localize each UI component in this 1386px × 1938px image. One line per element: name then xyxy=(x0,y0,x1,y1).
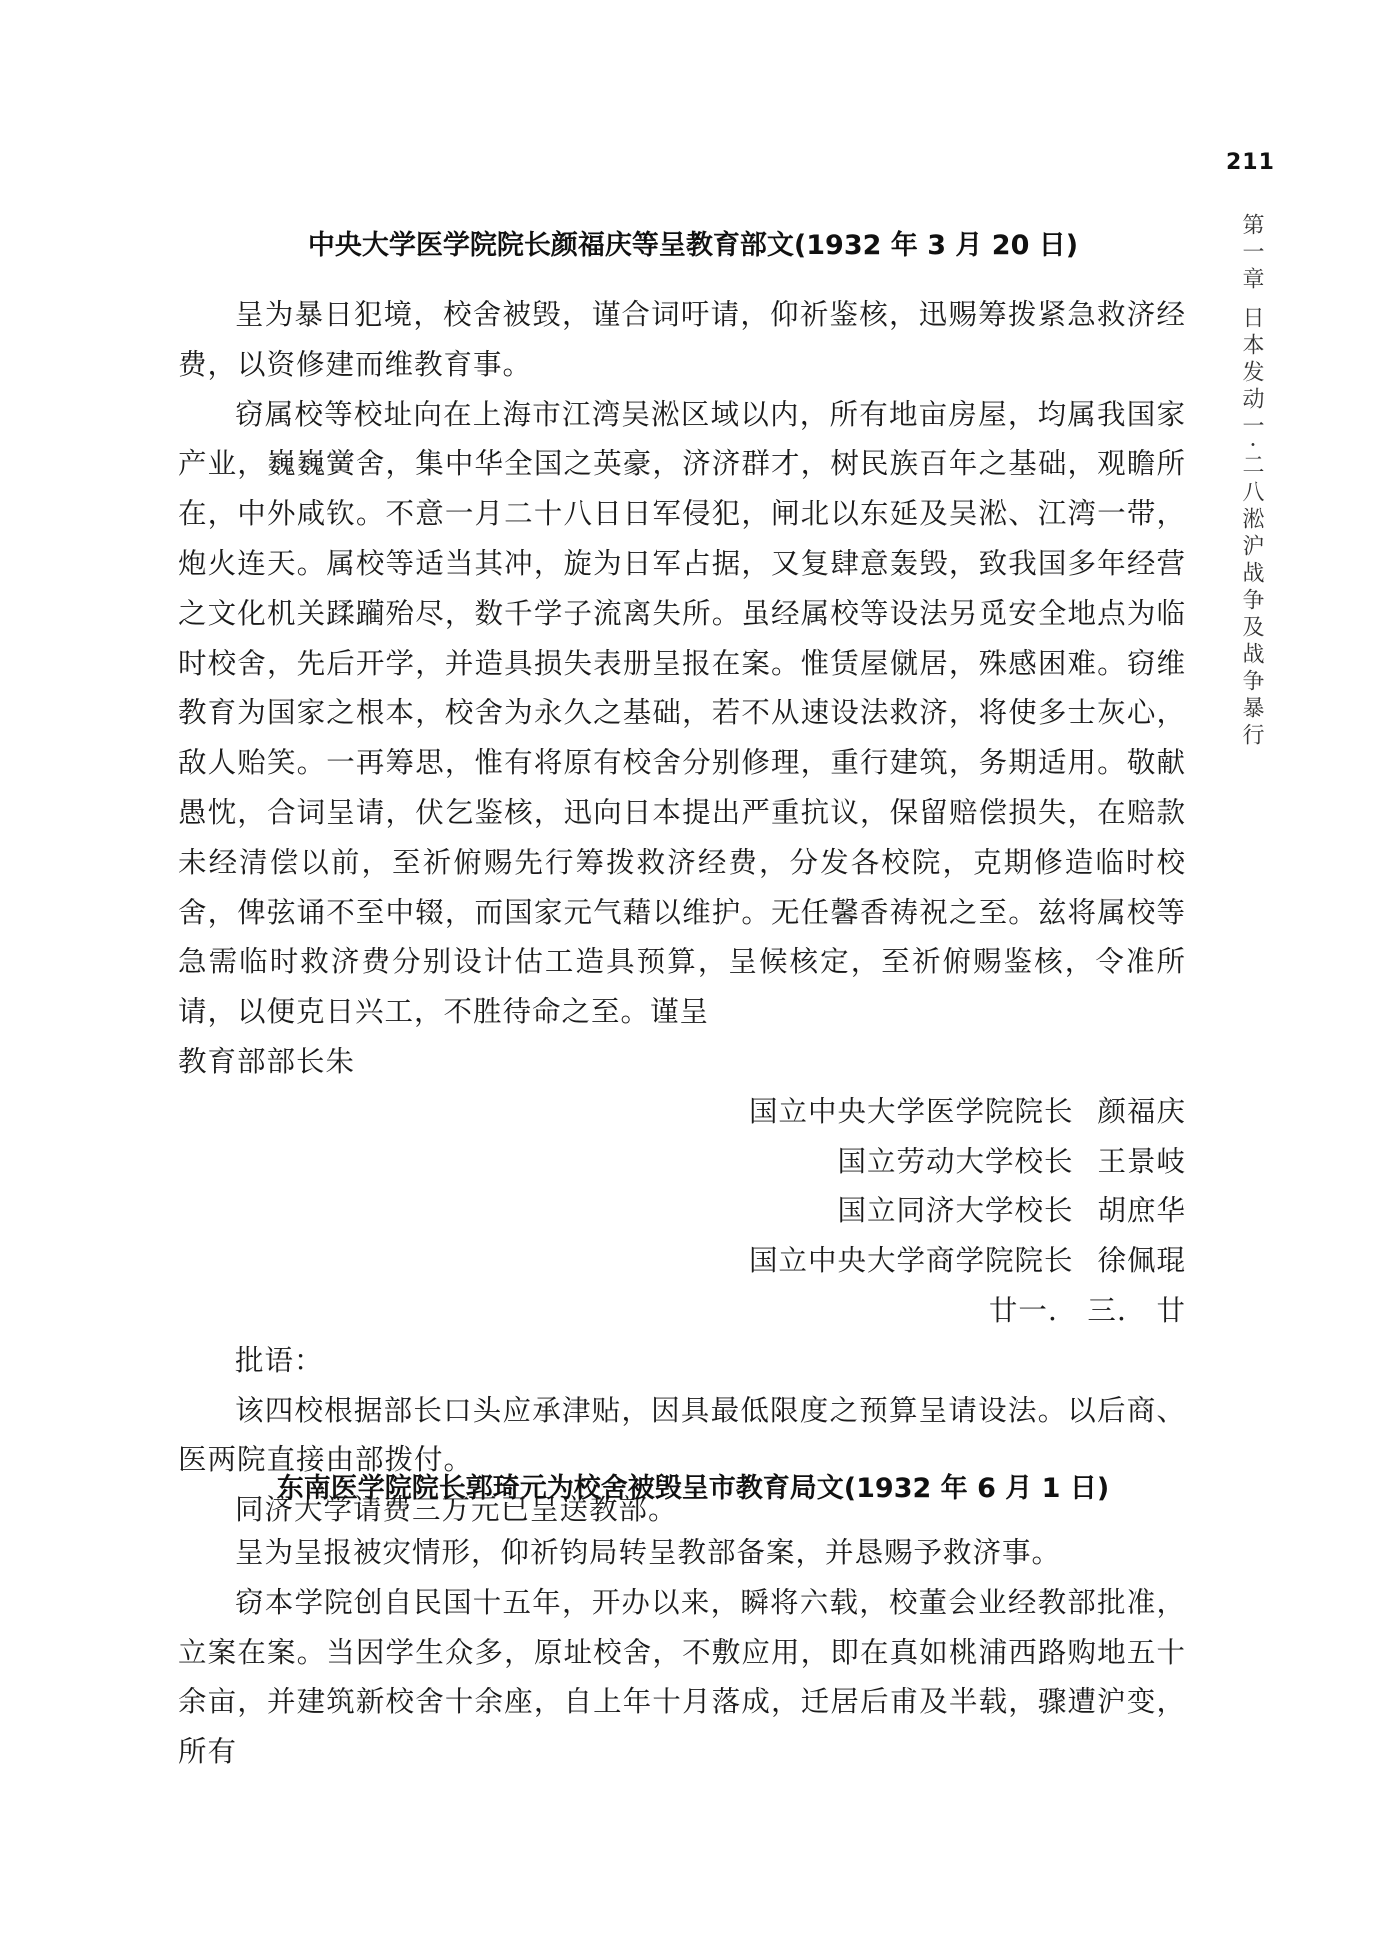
remark-label: 批语： xyxy=(235,1343,324,1377)
signature-line xyxy=(178,1087,1186,1137)
signature-block xyxy=(178,1087,1186,1336)
remark-paragraph-2: 同济大学请费三万元已呈送教部。 xyxy=(235,1493,678,1527)
doc2-title: 东南医学院院长郭琦元为校舍被毁呈市教育局文(1932 年 6 月 1 日) xyxy=(276,1473,1110,1504)
signature-line xyxy=(178,1186,1186,1236)
doc2-body xyxy=(178,1528,1186,1777)
signatory-name: 胡庶华 xyxy=(1097,1194,1186,1228)
signatory-title: 国立劳动大学校长 xyxy=(837,1144,1074,1178)
doc2-paragraph-1: 呈为呈报被灾情形，仰祈钧局转呈教部备案，并恳赐予救济事。 xyxy=(235,1536,1062,1569)
document-date: 廿一. 三. 廿 xyxy=(988,1293,1186,1327)
signature-line xyxy=(178,1236,1186,1286)
doc1-title: 中央大学医学院院长颜福庆等呈教育部文(1932 年 3 月 20 日) xyxy=(307,230,1079,261)
doc2-paragraph-2: 窃本学院创自民国十五年，开办以来，瞬将六载，校董会业经教部批准，立案在案。当因学生众多，原址校舍，不敷应用，即在真如桃浦西路购地五十余亩，并建筑新校舍十余座，自上年十月落成，迁居后甫及半载，骤遭沪变，所有 xyxy=(178,1585,1186,1769)
signatory-name: 颜福庆 xyxy=(1097,1094,1186,1128)
remark-paragraph-1: 该四校根据部长口头应承津贴，因具最低限度之预算呈请设法。以后商、医两院直接由部拨付。 xyxy=(178,1393,1186,1477)
doc1-body xyxy=(178,290,1186,1535)
signatory-name: 徐佩琨 xyxy=(1097,1244,1186,1278)
signature-line xyxy=(178,1137,1186,1187)
doc1-paragraph-1: 呈为暴日犯境，校舍被毁，谨合词吁请，仰祈鉴核，迅赐筹拨紧急救济经费，以资修建而维教育事。 xyxy=(178,298,1186,381)
signatory-name: 王景岐 xyxy=(1097,1144,1186,1178)
page-number: 211 xyxy=(1226,150,1275,175)
doc1-addressee: 教育部部长朱 xyxy=(178,1044,356,1078)
signatory-title: 国立同济大学校长 xyxy=(837,1194,1074,1228)
doc1-paragraph-2: 窃属校等校址向在上海市江湾吴淞区域以内，所有地亩房屋，均属我国家产业，巍巍黉舍，集中华全国之英豪，济济群才，树民族百年之基础，观瞻所在，中外咸钦。不意一月二十八日日军侵犯，闸北以东延及吴淞、江湾一带，炮火连天。属校等适当其冲，旋为日军占据，又复肆意轰毁，致我国多年经营之文化机关蹂躏殆尽，数千学子流离失所。虽经属校等设法另觅安全地点为临时校舍，先后开学，并造具损失表册呈报在案。惟赁屋僦居，殊感困难。窃维教育为国家之根本，校舍为永久之基础，若不从速设法救济，将使多士灰心，敌人贻笑。一再筹思，惟有将原有校舍分别修理，重行建筑，务期适用。敬献愚忱，合词呈请，伏乞鉴核，迅向日本提出严重抗议，保留赔偿损失，在赔款未经清偿以前，至祈俯赐先行筹拨救济经费，分发各校院，克期修造临时校舍，俾弦诵不至中辍，而国家元气藉以维护。无任馨香祷祝之至。兹将属校等急需临时救济费分别设计估工造具预算，呈候核定，至祈俯赐鉴核，令准所请，以便克日兴工，不胜待命之至。谨呈 xyxy=(178,397,1186,1029)
running-head: 第一章 日本发动一·二八淞沪战争及战争暴行 xyxy=(1239,213,1264,750)
signatory-title: 国立中央大学医学院院长 xyxy=(748,1094,1074,1128)
signatory-title: 国立中央大学商学院院长 xyxy=(748,1244,1074,1278)
